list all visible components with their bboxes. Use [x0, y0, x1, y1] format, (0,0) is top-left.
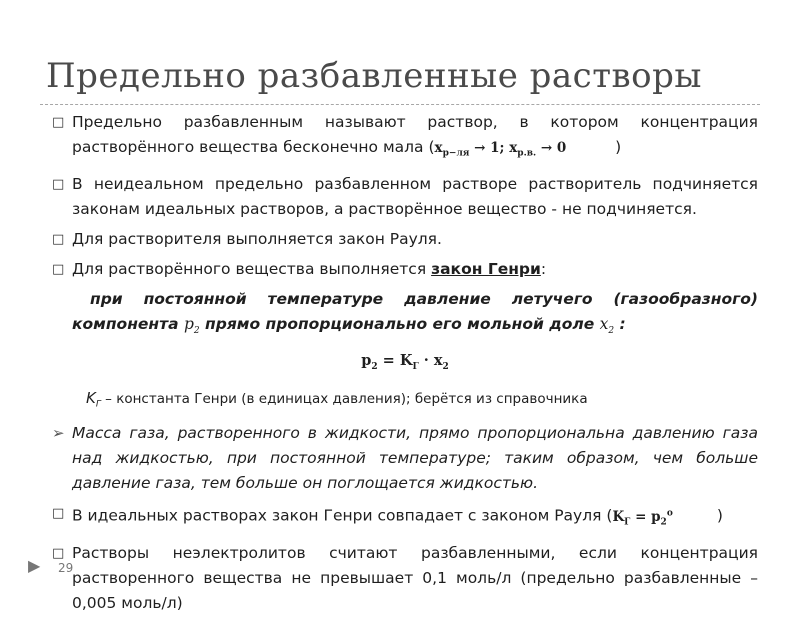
bullet-text: Для растворителя выполняется закон Рауля. [72, 229, 442, 248]
bullet-henry: □ Для растворённого вещества выполняется закон Генри: [52, 257, 758, 282]
bullet-text: Для растворённого вещества выполняется [72, 259, 432, 278]
bullet-text: В неидеальном предельно разбавленном растворе растворитель подчиняется законам идеальных растворов, а растворённое вещество - не подчиняется. [72, 174, 758, 218]
square-bullet-icon: □ [52, 115, 65, 130]
bullet-raoult [52, 227, 758, 252]
bullet-text: Масса газа, растворенного в жидкости, прямо пропорциональна давлению газа над жидкостью, при постоянной температуре; таким образом, чем больше давление газа, тем больше он поглощается жидкостью. [72, 424, 758, 493]
square-bullet-icon: □ [52, 545, 65, 561]
henry-formula: $p_2 = K_Г \cdot x_2$ [361, 351, 449, 372]
henry-constant-note: $K_Г$ – константа Генри (в единицах давления); берётся из справочника [86, 388, 588, 410]
title-divider [40, 104, 760, 105]
bullet-text: Предельно разбавленным называют раствор, в котором концентрация растворённого вещества бесконечно мала [72, 113, 758, 156]
x2-symbol: $x_2$ [599, 314, 615, 336]
bullet-nonelectrolyte [52, 541, 758, 616]
square-bullet-icon: □ [52, 176, 65, 192]
page-title: Предельно разбавленные растворы [46, 56, 702, 96]
triangle-nav-icon: ▶ [28, 556, 41, 575]
page-number: 29 [58, 561, 74, 575]
bullet-definition [52, 110, 758, 167]
bullet-gas-mass [52, 421, 758, 496]
bullet-nonideal [52, 172, 758, 222]
slide-body [52, 110, 758, 621]
limit-formula: $x_{р-ля} \to 1$; $x_{р.в.} \to 0$ [434, 140, 567, 159]
square-bullet-icon: □ [52, 261, 65, 277]
square-bullet-icon: □ [52, 506, 65, 522]
bullet-text: В идеальных растворах закон Генри совпадает с законом Рауля [72, 506, 602, 525]
square-bullet-icon: □ [52, 231, 65, 247]
henry-law-statement: при постоянной температуре давление летучего (газообразного) компонента $p_2$ прямо пропорционально его мольной доле $x_2$ : [72, 289, 758, 336]
henry-law-link: закон Генри [431, 259, 541, 278]
bullet-ideal-raoult: □ В идеальных растворах закон Генри совпадает с законом Рауля ($K_Г = p_2^o$ ) [52, 501, 758, 535]
p2-symbol: $p_2$ [183, 314, 200, 336]
arrow-bullet-icon: ➢ [52, 424, 65, 443]
open-paren: ( [428, 138, 435, 156]
close-paren: ) [615, 138, 622, 156]
ideal-henry-formula: $K_Г = p_2^o$ [612, 508, 673, 528]
bullet-text: Растворы неэлектролитов считают разбавленными, если концентрация растворенного вещества не превышает 0,1 моль/л (предельно разбавленные – 0,005 моль/л) [72, 543, 758, 612]
